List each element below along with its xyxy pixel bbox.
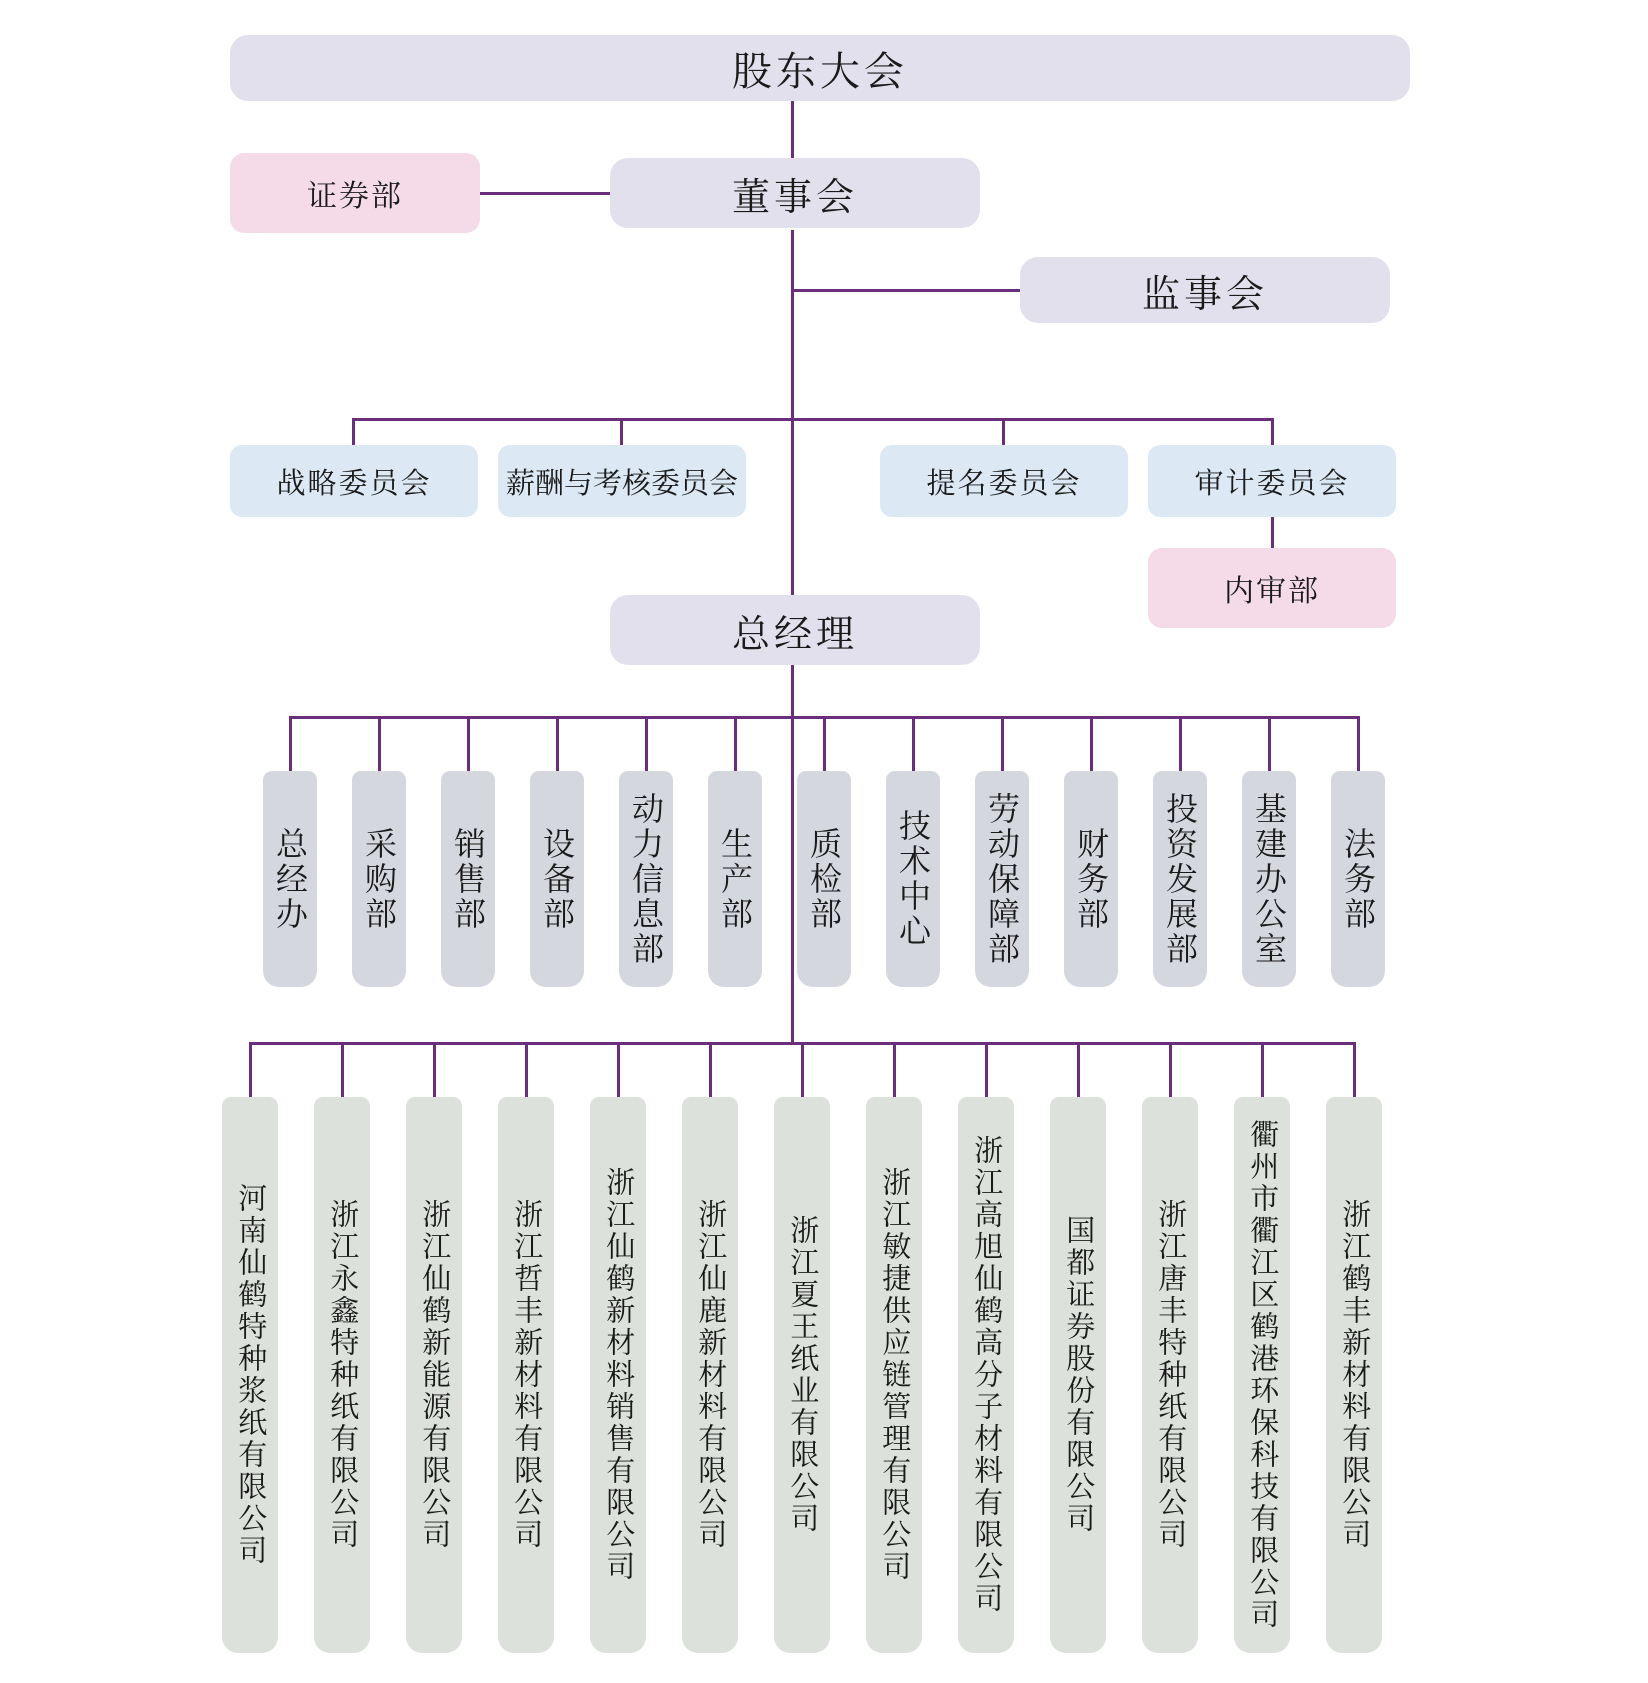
node-subsidiary-xiawang-paper	[774, 1097, 830, 1653]
connector-subsidiary-drop	[341, 1042, 344, 1097]
connector-securities	[480, 192, 610, 195]
node-general-manager	[610, 595, 980, 665]
node-shareholders-meeting-label: 股东大会	[732, 49, 908, 94]
node-department-sales	[441, 771, 495, 987]
node-committee-remuneration	[498, 445, 746, 517]
node-subsidiary-hefeng	[1326, 1097, 1382, 1653]
connector-committee-bus	[352, 418, 1274, 421]
node-subsidiary-gaoxu-polymer	[958, 1097, 1014, 1653]
node-subsidiary-minjie-supply-chain	[866, 1097, 922, 1653]
connector-department-drop	[645, 716, 648, 771]
connector-committee-drop	[620, 418, 623, 445]
department-label: 法务部	[1340, 826, 1376, 932]
subsidiary-label: 浙江夏王纸业有限公司	[786, 1215, 819, 1535]
node-board-of-directors	[610, 158, 980, 228]
department-label: 销售部	[450, 826, 486, 932]
node-subsidiary-xianhe-materials-sales	[590, 1097, 646, 1653]
connector-department-drop	[289, 716, 292, 771]
node-department-equipment	[530, 771, 584, 987]
node-subsidiary-tangfeng	[1142, 1097, 1198, 1653]
node-department-power-information	[619, 771, 673, 987]
connector-subsidiary-drop	[709, 1042, 712, 1097]
connector-trunk-top	[791, 101, 794, 160]
connector-department-drop	[1179, 716, 1182, 771]
node-committee-strategy-label: 战略委员会	[276, 467, 432, 500]
subsidiary-label: 浙江哲丰新材料有限公司	[510, 1199, 543, 1551]
connector-subsidiary-drop	[525, 1042, 528, 1097]
department-label: 基建办公室	[1251, 791, 1287, 967]
connector-subsidiary-drop	[433, 1042, 436, 1097]
department-label: 设备部	[539, 826, 575, 932]
node-committee-strategy	[230, 445, 478, 517]
node-department-quality-inspection	[797, 771, 851, 987]
node-department-investment-development	[1153, 771, 1207, 987]
node-department-finance	[1064, 771, 1118, 987]
connector-department-drop	[556, 716, 559, 771]
subsidiary-label: 浙江仙鹤新材料销售有限公司	[602, 1167, 635, 1583]
connector-subsidiary-drop	[893, 1042, 896, 1097]
connector-subsidiary-drop	[249, 1042, 252, 1097]
connector-department-drop	[823, 716, 826, 771]
node-subsidiary-guodu-securities	[1050, 1097, 1106, 1653]
connector-department-drop	[1090, 716, 1093, 771]
node-securities-dept-label: 证券部	[307, 180, 403, 213]
node-internal-audit-dept	[1148, 548, 1396, 628]
connector-department-drop	[1001, 716, 1004, 771]
connector-department-drop	[378, 716, 381, 771]
node-shareholders-meeting	[230, 35, 1410, 101]
connector-department-drop	[912, 716, 915, 771]
node-supervisory-board-label: 监事会	[1141, 273, 1268, 316]
node-subsidiary-zhefeng	[498, 1097, 554, 1653]
node-subsidiary-xianlu	[682, 1097, 738, 1653]
node-subsidiary-henan-xianhe	[222, 1097, 278, 1653]
subsidiary-label: 浙江高旭仙鹤高分子材料有限公司	[970, 1135, 1003, 1615]
subsidiary-label: 浙江敏捷供应链管理有限公司	[878, 1167, 911, 1583]
node-committee-audit-label: 审计委员会	[1194, 467, 1350, 500]
department-label: 投资发展部	[1162, 791, 1198, 967]
node-securities-dept	[230, 153, 480, 233]
subsidiary-label: 浙江永鑫特种纸有限公司	[326, 1199, 359, 1551]
connector-subsidiary-drop	[1169, 1042, 1172, 1097]
node-subsidiary-yongxin	[314, 1097, 370, 1653]
connector-internal-audit	[1271, 517, 1274, 548]
department-label: 质检部	[806, 826, 842, 932]
connector-committee-drop	[1271, 418, 1274, 445]
subsidiary-label: 浙江仙鹤新能源有限公司	[418, 1199, 451, 1551]
connector-department-drop	[1357, 716, 1360, 771]
subsidiary-label: 国都证券股份有限公司	[1062, 1215, 1095, 1535]
department-label: 总经办	[272, 826, 308, 932]
subsidiary-label: 浙江鹤丰新材料有限公司	[1338, 1199, 1371, 1551]
department-label: 财务部	[1073, 826, 1109, 932]
connector-subsidiary-drop	[1077, 1042, 1080, 1097]
node-committee-nomination	[880, 445, 1128, 517]
subsidiary-label: 衢州市衢江区鹤港环保科技有限公司	[1246, 1119, 1279, 1631]
department-label: 生产部	[717, 826, 753, 932]
subsidiary-label: 河南仙鹤特种浆纸有限公司	[234, 1183, 267, 1567]
connector-subsidiary-drop	[801, 1042, 804, 1097]
connector-supervisory	[791, 289, 1020, 292]
connector-committee-drop	[352, 418, 355, 445]
node-department-infrastructure-office	[1242, 771, 1296, 987]
node-department-production	[708, 771, 762, 987]
node-department-purchasing	[352, 771, 406, 987]
node-internal-audit-dept-label: 内审部	[1224, 575, 1320, 608]
department-label: 劳动保障部	[984, 791, 1020, 967]
subsidiary-label: 浙江唐丰特种纸有限公司	[1154, 1199, 1187, 1551]
connector-committee-drop	[1002, 418, 1005, 445]
department-label: 采购部	[361, 826, 397, 932]
connector-department-drop	[734, 716, 737, 771]
subsidiary-label: 浙江仙鹿新材料有限公司	[694, 1199, 727, 1551]
connector-subsidiary-drop	[617, 1042, 620, 1097]
node-subsidiary-hegang-environmental	[1234, 1097, 1290, 1653]
node-general-manager-label: 总经理	[731, 613, 858, 656]
node-department-general-manager-office	[263, 771, 317, 987]
node-department-technology-center	[886, 771, 940, 987]
connector-department-drop	[1268, 716, 1271, 771]
connector-subsidiary-drop	[1261, 1042, 1264, 1097]
node-committee-audit	[1148, 445, 1396, 517]
node-committee-nomination-label: 提名委员会	[926, 467, 1082, 500]
node-supervisory-board	[1020, 257, 1390, 323]
node-department-legal	[1331, 771, 1385, 987]
department-label: 动力信息部	[628, 791, 664, 967]
node-subsidiary-xianhe-new-energy	[406, 1097, 462, 1653]
department-label: 技术中心	[895, 809, 931, 949]
node-board-of-directors-label: 董事会	[731, 176, 858, 219]
connector-trunk-mid	[791, 230, 794, 595]
node-committee-remuneration-label: 薪酬与考核委员会	[505, 467, 738, 500]
node-department-labor-security	[975, 771, 1029, 987]
connector-department-drop	[467, 716, 470, 771]
connector-trunk-bottom	[791, 665, 794, 1044]
connector-subsidiary-drop	[985, 1042, 988, 1097]
connector-subsidiary-drop	[1353, 1042, 1356, 1097]
